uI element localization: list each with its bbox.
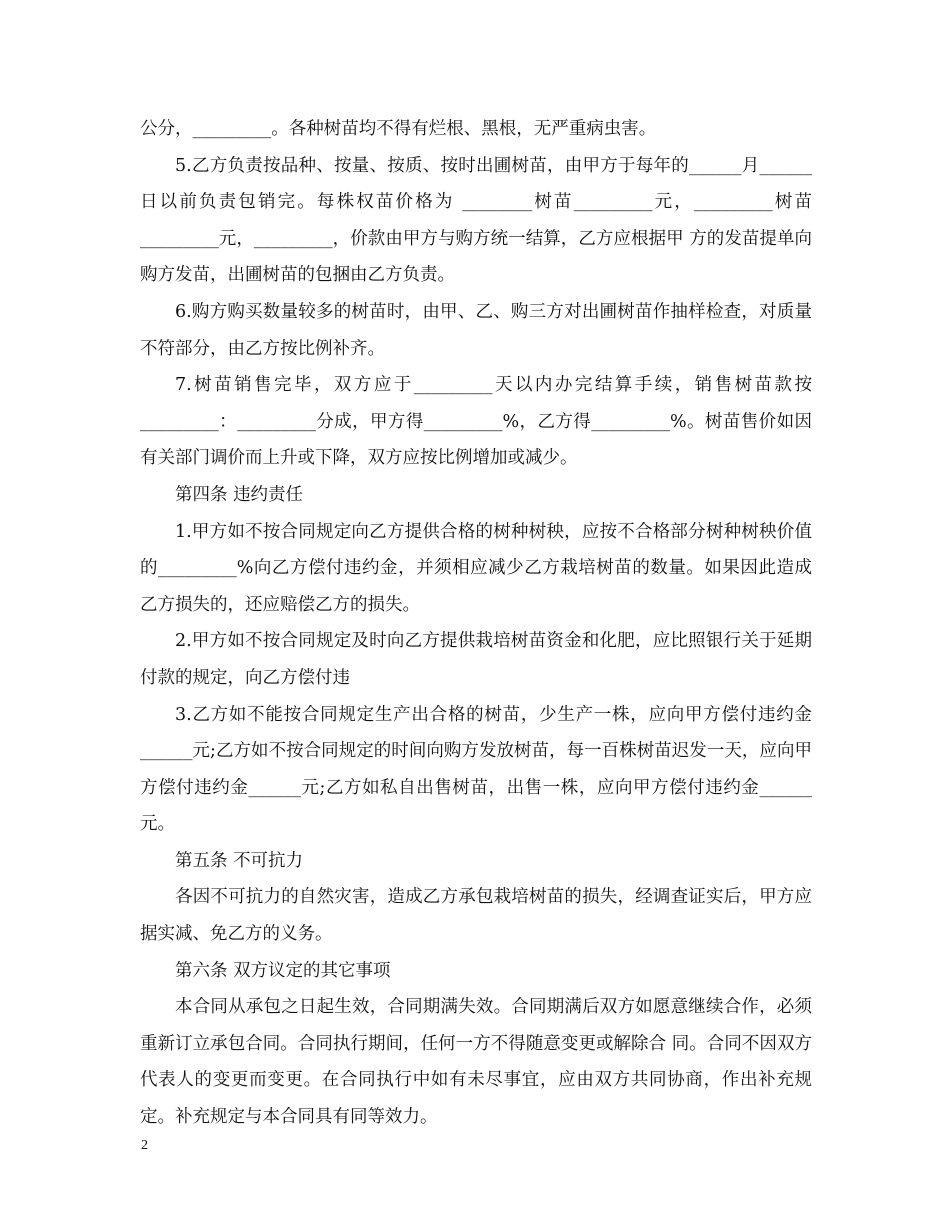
clause-4-1: 1.甲方如不按合同规定向乙方提供合格的树种树秧，应按不合格部分树种树秧价值的_________%向乙方偿付违约金，并须相应减少乙方栽培树苗的数量。如果因此造成乙方损失的，还应赔偿乙方的损失。 bbox=[140, 521, 812, 615]
article-4-heading: 第四条 违约责任 bbox=[175, 484, 304, 505]
document-body bbox=[140, 111, 812, 1136]
article-5-text: 各因不可抗力的自然灾害，造成乙方承包栽培树苗的损失，经调查证实后，甲方应据实减、免乙方的义务。 bbox=[140, 887, 812, 945]
clause-3-7-settlement: 7.树苗销售完毕，双方应于_________天以内办完结算手续，销售树苗款按_________：_________分成，甲方得_________%，乙方得_________%。树苗售价如因有关部门调价而上升或下降，双方应按比例增加或减少。 bbox=[140, 375, 812, 469]
article-6-heading: 第六条 双方议定的其它事项 bbox=[175, 960, 391, 981]
clause-4-3: 3.乙方如不能按合同规定生产出合格的树苗，少生产一株，应向甲方偿付违约金______元;乙方如不按合同规定的时间向购方发放树苗，每一百株树苗迟发一天，应向甲方偿付违约金______元;乙方如私自出售树苗，出售一株，应向甲方偿付违约金______元。 bbox=[140, 704, 812, 835]
paragraph-seedling-quality: 公分，_________。各种树苗均不得有烂根、黑根，无严重病虫害。 bbox=[140, 119, 657, 139]
clause-4-2: 2.甲方如不按合同规定及时向乙方提供栽培树苗资金和化肥，应比照银行关于延期付款的规定，向乙方偿付违 bbox=[140, 631, 812, 688]
clause-3-5-sales: 5.乙方负责按品种、按量、按质、按时出圃树苗，由甲方于每年的______月______日以前负责包销完。每株权苗价格为 ________树苗_________元，_________树苗_________元，_________，价款由甲方与购方统一结算，乙方应根据甲 方的发苗提单向购方发苗，出圃树苗的包捆由乙方负责。 bbox=[140, 155, 812, 286]
article-6-text: 本合同从承包之日起生效，合同期满失效。合同期满后双方如愿意继续合作，必须重新订立承包合同。合同执行期间，任何一方不得随意变更或解除合 同。合同不因双方代表人的变更而变更。在合同执行中如有未尽事宜，应由双方共同协商，作出补充规定。补充规定与本合同具有同等效力。 bbox=[140, 997, 812, 1128]
page-number: 2 bbox=[141, 1138, 148, 1153]
clause-3-6-inspection: 6.购方购买数量较多的树苗时，由甲、乙、购三方对出圃树苗作抽样检查，对质量不符部分，由乙方按比例补齐。 bbox=[140, 301, 812, 359]
article-5-heading: 第五条 不可抗力 bbox=[175, 850, 304, 871]
